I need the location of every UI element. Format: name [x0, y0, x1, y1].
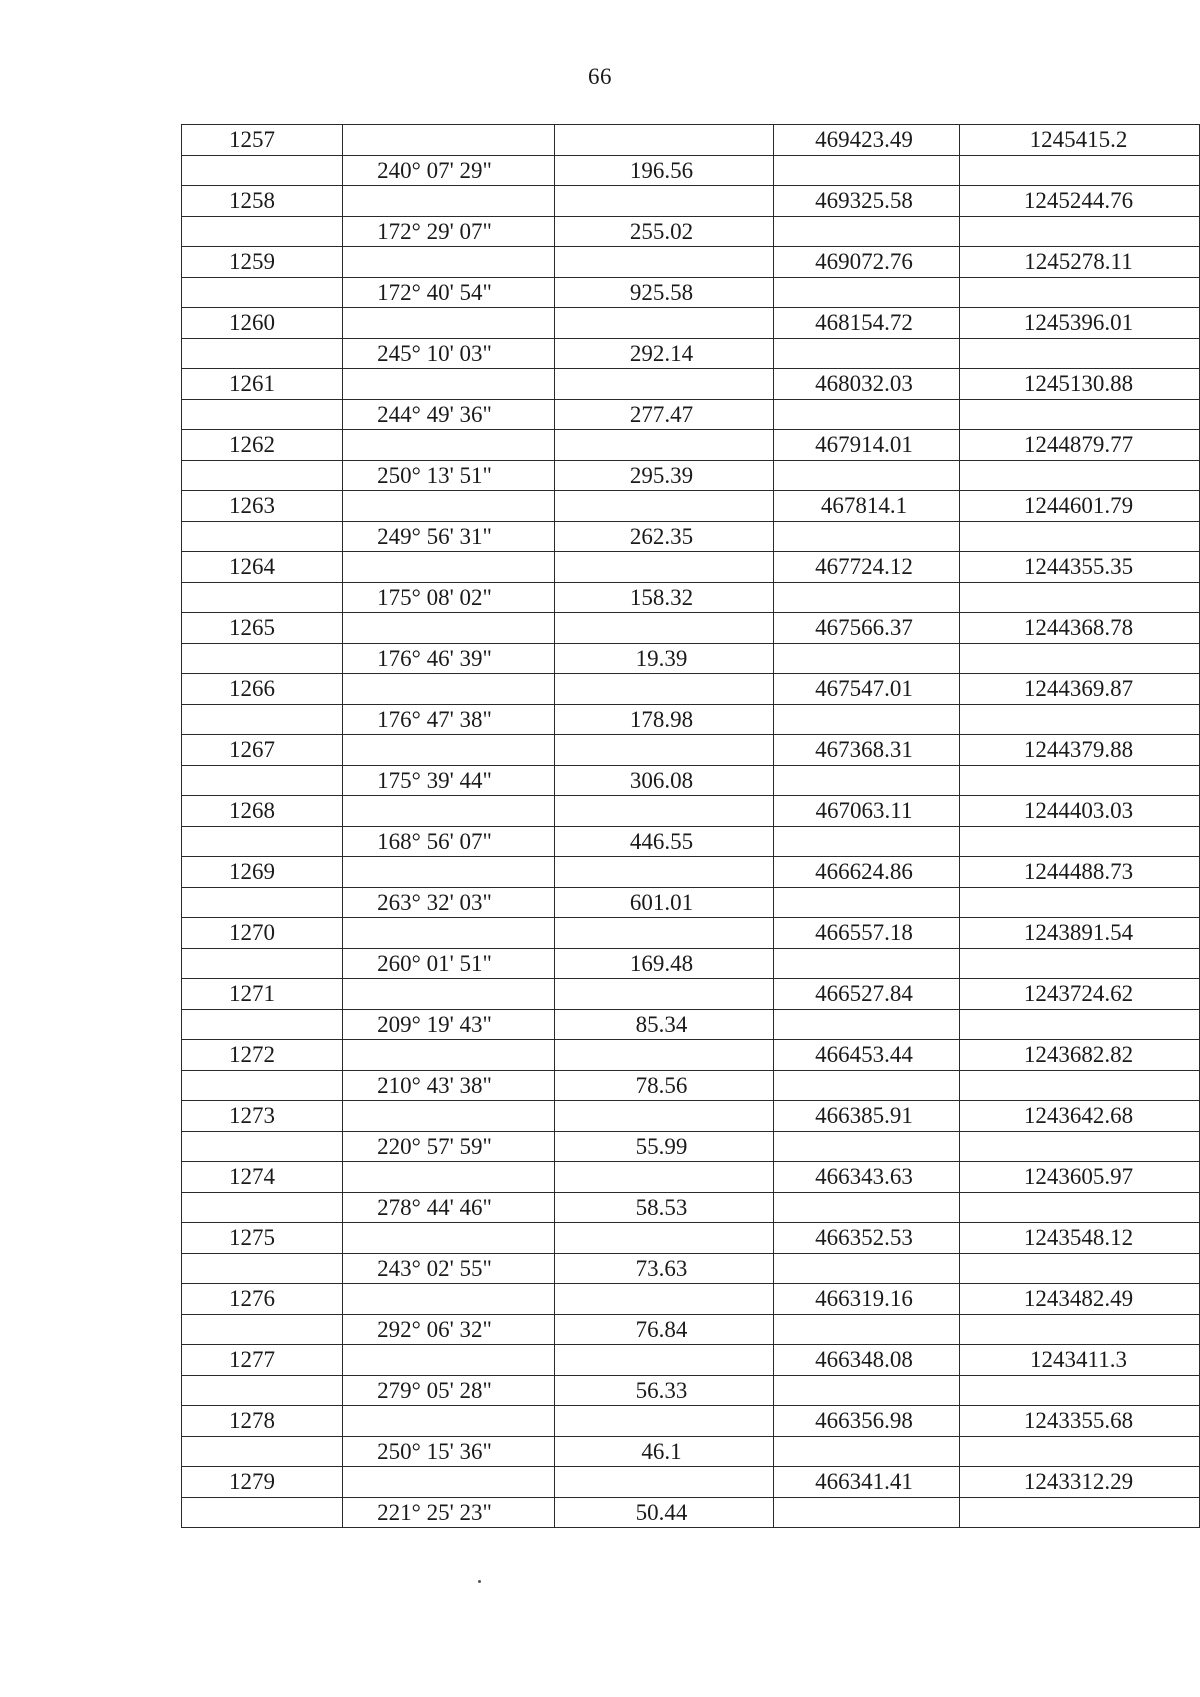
empty-cell: [182, 704, 343, 735]
empty-cell: [960, 216, 1200, 247]
station-id-cell: 1276: [182, 1284, 343, 1315]
empty-cell: [555, 369, 774, 400]
bearing-cell: 263° 32' 03": [343, 887, 555, 918]
empty-cell: [182, 1131, 343, 1162]
empty-cell: [774, 704, 960, 735]
empty-cell: [774, 765, 960, 796]
empty-cell: [182, 765, 343, 796]
empty-cell: [555, 796, 774, 827]
easting-cell: 1244379.88: [960, 735, 1200, 766]
station-id-cell: 1259: [182, 247, 343, 278]
leg-row: [182, 216, 1200, 247]
station-row: [182, 857, 1200, 888]
empty-cell: [960, 1192, 1200, 1223]
station-row: [182, 674, 1200, 705]
empty-cell: [555, 491, 774, 522]
leg-row: [182, 1436, 1200, 1467]
empty-cell: [960, 1131, 1200, 1162]
empty-cell: [182, 582, 343, 613]
distance-cell: 73.63: [555, 1253, 774, 1284]
northing-cell: 467724.12: [774, 552, 960, 583]
northing-cell: 466453.44: [774, 1040, 960, 1071]
distance-cell: 295.39: [555, 460, 774, 491]
northing-cell: 469325.58: [774, 186, 960, 217]
empty-cell: [343, 125, 555, 156]
station-id-cell: 1260: [182, 308, 343, 339]
leg-row: [182, 338, 1200, 369]
easting-cell: 1245130.88: [960, 369, 1200, 400]
empty-cell: [774, 826, 960, 857]
empty-cell: [555, 430, 774, 461]
easting-cell: 1244879.77: [960, 430, 1200, 461]
station-row: [182, 613, 1200, 644]
empty-cell: [343, 1040, 555, 1071]
distance-cell: 446.55: [555, 826, 774, 857]
empty-cell: [555, 125, 774, 156]
empty-cell: [343, 1101, 555, 1132]
empty-cell: [774, 1497, 960, 1528]
empty-cell: [960, 826, 1200, 857]
bearing-cell: 240° 07' 29": [343, 155, 555, 186]
station-row: [182, 1040, 1200, 1071]
northing-cell: 467814.1: [774, 491, 960, 522]
empty-cell: [182, 1070, 343, 1101]
easting-cell: 1244355.35: [960, 552, 1200, 583]
empty-cell: [343, 186, 555, 217]
leg-row: [182, 826, 1200, 857]
station-id-cell: 1258: [182, 186, 343, 217]
empty-cell: [774, 582, 960, 613]
empty-cell: [774, 1192, 960, 1223]
bearing-cell: 172° 40' 54": [343, 277, 555, 308]
leg-row: [182, 277, 1200, 308]
empty-cell: [343, 1345, 555, 1376]
empty-cell: [555, 1345, 774, 1376]
distance-cell: 76.84: [555, 1314, 774, 1345]
leg-row: [182, 155, 1200, 186]
northing-cell: 467547.01: [774, 674, 960, 705]
distance-cell: 19.39: [555, 643, 774, 674]
empty-cell: [555, 674, 774, 705]
station-row: [182, 796, 1200, 827]
empty-cell: [960, 155, 1200, 186]
station-id-cell: 1257: [182, 125, 343, 156]
station-id-cell: 1261: [182, 369, 343, 400]
northing-cell: 466348.08: [774, 1345, 960, 1376]
distance-cell: 925.58: [555, 277, 774, 308]
empty-cell: [343, 247, 555, 278]
empty-cell: [182, 1314, 343, 1345]
station-row: [182, 247, 1200, 278]
empty-cell: [343, 1162, 555, 1193]
empty-cell: [774, 155, 960, 186]
empty-cell: [182, 216, 343, 247]
bearing-cell: 172° 29' 07": [343, 216, 555, 247]
distance-cell: 601.01: [555, 887, 774, 918]
station-id-cell: 1264: [182, 552, 343, 583]
empty-cell: [774, 338, 960, 369]
easting-cell: 1243411.3: [960, 1345, 1200, 1376]
empty-cell: [182, 826, 343, 857]
bearing-cell: 243° 02' 55": [343, 1253, 555, 1284]
bearing-cell: 176° 47' 38": [343, 704, 555, 735]
leg-row: [182, 1497, 1200, 1528]
easting-cell: 1243642.68: [960, 1101, 1200, 1132]
easting-cell: 1244488.73: [960, 857, 1200, 888]
empty-cell: [182, 399, 343, 430]
station-id-cell: 1275: [182, 1223, 343, 1254]
bearing-cell: 175° 08' 02": [343, 582, 555, 613]
distance-cell: 169.48: [555, 948, 774, 979]
empty-cell: [960, 765, 1200, 796]
empty-cell: [182, 643, 343, 674]
empty-cell: [555, 247, 774, 278]
northing-cell: 466343.63: [774, 1162, 960, 1193]
northing-cell: 466385.91: [774, 1101, 960, 1132]
empty-cell: [555, 979, 774, 1010]
bearing-cell: 209° 19' 43": [343, 1009, 555, 1040]
easting-cell: 1243682.82: [960, 1040, 1200, 1071]
leg-row: [182, 765, 1200, 796]
empty-cell: [343, 857, 555, 888]
leg-row: [182, 582, 1200, 613]
station-id-cell: 1272: [182, 1040, 343, 1071]
empty-cell: [182, 338, 343, 369]
scan-speck: [478, 1580, 481, 1583]
station-row: [182, 1406, 1200, 1437]
empty-cell: [182, 1375, 343, 1406]
station-id-cell: 1271: [182, 979, 343, 1010]
station-row: [182, 308, 1200, 339]
easting-cell: 1243482.49: [960, 1284, 1200, 1315]
bearing-cell: 244° 49' 36": [343, 399, 555, 430]
empty-cell: [182, 155, 343, 186]
easting-cell: 1243891.54: [960, 918, 1200, 949]
leg-row: [182, 1192, 1200, 1223]
northing-cell: 466624.86: [774, 857, 960, 888]
empty-cell: [555, 1467, 774, 1498]
easting-cell: 1244368.78: [960, 613, 1200, 644]
empty-cell: [960, 887, 1200, 918]
leg-row: [182, 521, 1200, 552]
station-row: [182, 186, 1200, 217]
easting-cell: 1243355.68: [960, 1406, 1200, 1437]
empty-cell: [960, 1009, 1200, 1040]
empty-cell: [960, 643, 1200, 674]
empty-cell: [774, 1131, 960, 1162]
empty-cell: [960, 277, 1200, 308]
distance-cell: 46.1: [555, 1436, 774, 1467]
bearing-cell: 176° 46' 39": [343, 643, 555, 674]
distance-cell: 78.56: [555, 1070, 774, 1101]
empty-cell: [555, 1223, 774, 1254]
empty-cell: [774, 1253, 960, 1284]
empty-cell: [182, 1009, 343, 1040]
empty-cell: [555, 1101, 774, 1132]
empty-cell: [343, 979, 555, 1010]
empty-cell: [555, 308, 774, 339]
northing-cell: 468154.72: [774, 308, 960, 339]
empty-cell: [960, 1497, 1200, 1528]
empty-cell: [960, 1314, 1200, 1345]
leg-row: [182, 1253, 1200, 1284]
empty-cell: [774, 887, 960, 918]
leg-row: [182, 1131, 1200, 1162]
station-row: [182, 918, 1200, 949]
leg-row: [182, 1009, 1200, 1040]
distance-cell: 158.32: [555, 582, 774, 613]
empty-cell: [774, 948, 960, 979]
empty-cell: [343, 613, 555, 644]
station-row: [182, 369, 1200, 400]
station-id-cell: 1274: [182, 1162, 343, 1193]
survey-table-body: [182, 125, 1200, 1528]
empty-cell: [182, 1253, 343, 1284]
empty-cell: [774, 460, 960, 491]
empty-cell: [960, 1436, 1200, 1467]
empty-cell: [343, 1406, 555, 1437]
empty-cell: [960, 521, 1200, 552]
distance-cell: 85.34: [555, 1009, 774, 1040]
empty-cell: [343, 1467, 555, 1498]
distance-cell: 306.08: [555, 765, 774, 796]
station-row: [182, 491, 1200, 522]
empty-cell: [343, 430, 555, 461]
northing-cell: 469072.76: [774, 247, 960, 278]
bearing-cell: 260° 01' 51": [343, 948, 555, 979]
distance-cell: 50.44: [555, 1497, 774, 1528]
empty-cell: [960, 338, 1200, 369]
northing-cell: 466557.18: [774, 918, 960, 949]
empty-cell: [555, 735, 774, 766]
northing-cell: 467368.31: [774, 735, 960, 766]
empty-cell: [555, 613, 774, 644]
station-row: [182, 1467, 1200, 1498]
survey-coordinates-table: [181, 124, 1200, 1528]
easting-cell: 1244369.87: [960, 674, 1200, 705]
bearing-cell: 245° 10' 03": [343, 338, 555, 369]
empty-cell: [774, 1375, 960, 1406]
empty-cell: [182, 887, 343, 918]
empty-cell: [343, 1223, 555, 1254]
station-row: [182, 1284, 1200, 1315]
northing-cell: 466527.84: [774, 979, 960, 1010]
empty-cell: [774, 216, 960, 247]
station-id-cell: 1265: [182, 613, 343, 644]
station-row: [182, 1223, 1200, 1254]
empty-cell: [960, 399, 1200, 430]
empty-cell: [960, 704, 1200, 735]
leg-row: [182, 1314, 1200, 1345]
northing-cell: 468032.03: [774, 369, 960, 400]
distance-cell: 58.53: [555, 1192, 774, 1223]
empty-cell: [343, 552, 555, 583]
station-id-cell: 1278: [182, 1406, 343, 1437]
station-row: [182, 430, 1200, 461]
station-row: [182, 1162, 1200, 1193]
empty-cell: [182, 1192, 343, 1223]
easting-cell: 1244601.79: [960, 491, 1200, 522]
leg-row: [182, 704, 1200, 735]
empty-cell: [182, 1497, 343, 1528]
station-id-cell: 1273: [182, 1101, 343, 1132]
bearing-cell: 221° 25' 23": [343, 1497, 555, 1528]
empty-cell: [774, 521, 960, 552]
station-id-cell: 1270: [182, 918, 343, 949]
bearing-cell: 175° 39' 44": [343, 765, 555, 796]
empty-cell: [774, 1314, 960, 1345]
empty-cell: [960, 948, 1200, 979]
empty-cell: [774, 1070, 960, 1101]
easting-cell: 1245396.01: [960, 308, 1200, 339]
easting-cell: 1243724.62: [960, 979, 1200, 1010]
distance-cell: 262.35: [555, 521, 774, 552]
northing-cell: 466319.16: [774, 1284, 960, 1315]
empty-cell: [555, 1162, 774, 1193]
station-row: [182, 1345, 1200, 1376]
bearing-cell: 278° 44' 46": [343, 1192, 555, 1223]
leg-row: [182, 1375, 1200, 1406]
empty-cell: [960, 582, 1200, 613]
station-row: [182, 979, 1200, 1010]
easting-cell: 1243548.12: [960, 1223, 1200, 1254]
leg-row: [182, 1070, 1200, 1101]
easting-cell: 1245244.76: [960, 186, 1200, 217]
distance-cell: 292.14: [555, 338, 774, 369]
leg-row: [182, 948, 1200, 979]
station-id-cell: 1269: [182, 857, 343, 888]
empty-cell: [555, 1406, 774, 1437]
easting-cell: 1244403.03: [960, 796, 1200, 827]
station-id-cell: 1267: [182, 735, 343, 766]
bearing-cell: 279° 05' 28": [343, 1375, 555, 1406]
leg-row: [182, 643, 1200, 674]
leg-row: [182, 399, 1200, 430]
distance-cell: 255.02: [555, 216, 774, 247]
northing-cell: 466356.98: [774, 1406, 960, 1437]
bearing-cell: 250° 13' 51": [343, 460, 555, 491]
easting-cell: 1243605.97: [960, 1162, 1200, 1193]
empty-cell: [343, 674, 555, 705]
distance-cell: 196.56: [555, 155, 774, 186]
bearing-cell: 168° 56' 07": [343, 826, 555, 857]
empty-cell: [774, 1009, 960, 1040]
empty-cell: [960, 460, 1200, 491]
distance-cell: 178.98: [555, 704, 774, 735]
empty-cell: [774, 1436, 960, 1467]
easting-cell: 1243312.29: [960, 1467, 1200, 1498]
empty-cell: [343, 369, 555, 400]
empty-cell: [555, 857, 774, 888]
empty-cell: [960, 1375, 1200, 1406]
northing-cell: 466352.53: [774, 1223, 960, 1254]
empty-cell: [774, 643, 960, 674]
empty-cell: [960, 1070, 1200, 1101]
station-id-cell: 1266: [182, 674, 343, 705]
empty-cell: [182, 521, 343, 552]
northing-cell: 467566.37: [774, 613, 960, 644]
page-number: 66: [588, 64, 612, 89]
empty-cell: [182, 948, 343, 979]
station-id-cell: 1268: [182, 796, 343, 827]
empty-cell: [555, 1284, 774, 1315]
empty-cell: [555, 186, 774, 217]
bearing-cell: 292° 06' 32": [343, 1314, 555, 1345]
station-id-cell: 1262: [182, 430, 343, 461]
distance-cell: 56.33: [555, 1375, 774, 1406]
empty-cell: [182, 460, 343, 491]
empty-cell: [343, 735, 555, 766]
empty-cell: [960, 1253, 1200, 1284]
leg-row: [182, 887, 1200, 918]
empty-cell: [555, 1040, 774, 1071]
station-row: [182, 125, 1200, 156]
empty-cell: [774, 277, 960, 308]
distance-cell: 55.99: [555, 1131, 774, 1162]
station-row: [182, 735, 1200, 766]
empty-cell: [555, 552, 774, 583]
empty-cell: [343, 796, 555, 827]
station-row: [182, 1101, 1200, 1132]
bearing-cell: 220° 57' 59": [343, 1131, 555, 1162]
bearing-cell: 250° 15' 36": [343, 1436, 555, 1467]
station-id-cell: 1277: [182, 1345, 343, 1376]
empty-cell: [343, 308, 555, 339]
bearing-cell: 249° 56' 31": [343, 521, 555, 552]
station-row: [182, 552, 1200, 583]
station-id-cell: 1263: [182, 491, 343, 522]
empty-cell: [182, 1436, 343, 1467]
empty-cell: [774, 399, 960, 430]
leg-row: [182, 460, 1200, 491]
empty-cell: [555, 918, 774, 949]
distance-cell: 277.47: [555, 399, 774, 430]
northing-cell: 466341.41: [774, 1467, 960, 1498]
empty-cell: [182, 277, 343, 308]
northing-cell: 467914.01: [774, 430, 960, 461]
northing-cell: 467063.11: [774, 796, 960, 827]
bearing-cell: 210° 43' 38": [343, 1070, 555, 1101]
northing-cell: 469423.49: [774, 125, 960, 156]
easting-cell: 1245278.11: [960, 247, 1200, 278]
station-id-cell: 1279: [182, 1467, 343, 1498]
empty-cell: [343, 491, 555, 522]
empty-cell: [343, 918, 555, 949]
empty-cell: [343, 1284, 555, 1315]
easting-cell: 1245415.2: [960, 125, 1200, 156]
